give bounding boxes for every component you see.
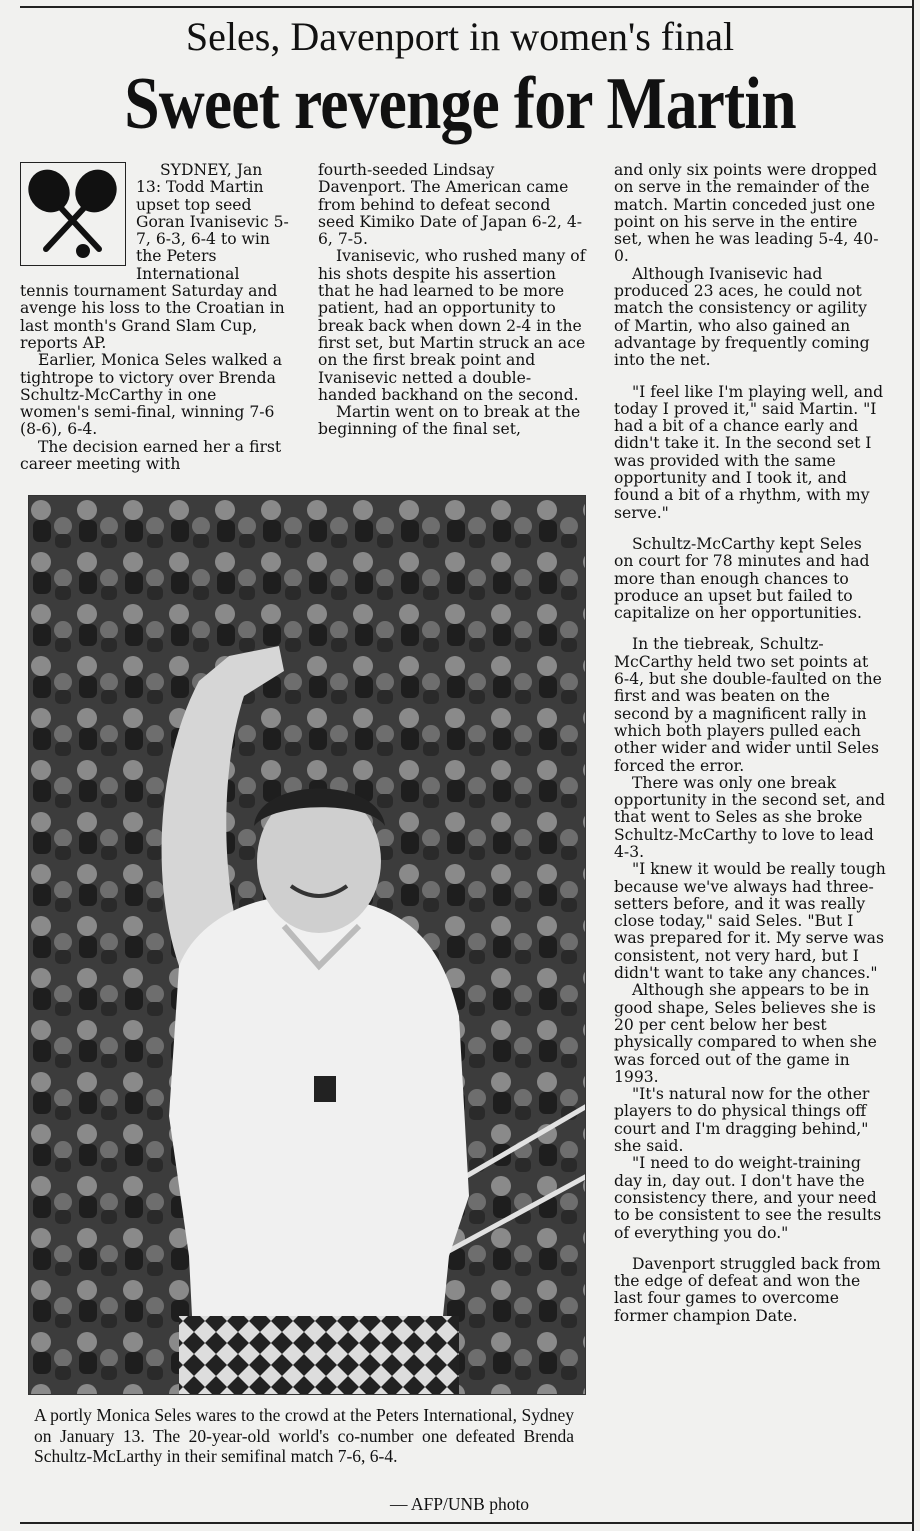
paragraph: Martin went on to break at the beginning of the final set, bbox=[318, 403, 581, 439]
photo-credit: — AFP/UNB photo bbox=[390, 1494, 530, 1514]
paragraph: "I need to do weight-training day in, day out. I don't have the consistency there, and your need to be consistent to see the results of everything you do." bbox=[614, 1154, 882, 1242]
paragraph: Earlier, Monica Seles walked a tightrope to victory over Brenda Schultz-McCarthy in one women's semi-final, winning 7-6 (8-6), 6-4. bbox=[20, 351, 282, 439]
article-column-2 bbox=[318, 162, 586, 439]
news-photo bbox=[28, 495, 586, 1395]
tennis-rackets-icon bbox=[20, 162, 126, 266]
paragraph: Ivanisevic, who rushed many of his shots despite his assertion that he had learned to be more patient, had an opportunity to break back when down 2-4 in the first set, but Martin struck an ace on the first break point and Ivanisevic netted a double-handed backhand on the second. bbox=[318, 247, 586, 404]
paragraph: The decision earned her a first career meeting with bbox=[20, 437, 282, 474]
paragraph: fourth-seeded Lindsay Davenport. The American came from behind to defeat second seed Kimiko Date of Japan 6-2, 4-6, 7-5. bbox=[318, 161, 583, 249]
kicker-headline: Seles, Davenport in women's final bbox=[185, 14, 735, 59]
paragraph: Although she appears to be in good shape, Seles believes she is 20 per cent below her best physically compared to when she was forced out of the game in 1993. bbox=[614, 981, 877, 1086]
paragraph: "I feel like I'm playing well, and today I proved it," said Martin. "I had a bit of a chance early and didn't take it. In the second set I was provided with the same opportunity and I took it, and found a bit of a rhythm, with my serve." bbox=[614, 382, 884, 522]
bottom-rule bbox=[20, 1522, 912, 1524]
article-column-1 bbox=[20, 162, 290, 473]
top-rule bbox=[20, 6, 912, 8]
paragraph: and only six points were dropped on serve in the remainder of the match. Martin conceded just one point on his serve in the entire set, when he was leading 5-4, 40-0. bbox=[614, 161, 879, 266]
paragraph: There was only one break opportunity in the second set, and that went to Seles as she broke Schultz-McCarthy to love to lead 4-3. bbox=[614, 773, 886, 861]
paragraph: Schultz-McCarthy kept Seles on court for 78 minutes and had more than enough chances to produce an upset but failed to capitalize on her opportunities. bbox=[614, 534, 870, 623]
main-headline: Sweet revenge for Martin bbox=[124, 63, 796, 145]
paragraph: In the tiebreak, Schultz-McCarthy held two set points at 6-4, but she double-faulted on the first and was beaten on the second by a magnificent rally in which both players pulled each other wider and wider until Seles forced the error. bbox=[614, 635, 882, 775]
lead-paragraph: SYDNEY, Jan 13: Todd Martin upset top seed Goran Ivanisevic 5-7, 6-3, 6-4 to win the Peters International tennis tournament Saturday and avenge his loss to the Croatian in last month's Grand Slam Cup, reports AP. bbox=[20, 161, 289, 352]
photo-caption: A portly Monica Seles wares to the crowd at the Peters International, Sydney on January 13. The 20-year-old world's co-number one defeated Brenda Schultz-McLarthy in their semifinal match 7-6, 6-4. bbox=[34, 1405, 574, 1466]
article-column-3 bbox=[614, 162, 886, 1325]
paragraph: "I knew it would be really tough because we've always had three-setters before, and it was really close today," said Seles. "But I was prepared for it. My serve was consistent, not very hard, but I didn't want to take any chances." bbox=[614, 860, 886, 983]
paragraph: "It's natural now for the other players to do physical things off court and I'm dragging behind," she said. bbox=[614, 1085, 870, 1156]
paragraph: Although Ivanisevic had produced 23 aces, he could not match the consistency or agility of Martin, who also gained an advantage by frequently coming into the net. bbox=[614, 264, 870, 370]
paragraph: Davenport struggled back from the edge of defeat and won the last four games to overcome former champion Date. bbox=[614, 1254, 881, 1325]
right-rule bbox=[912, 0, 914, 1531]
